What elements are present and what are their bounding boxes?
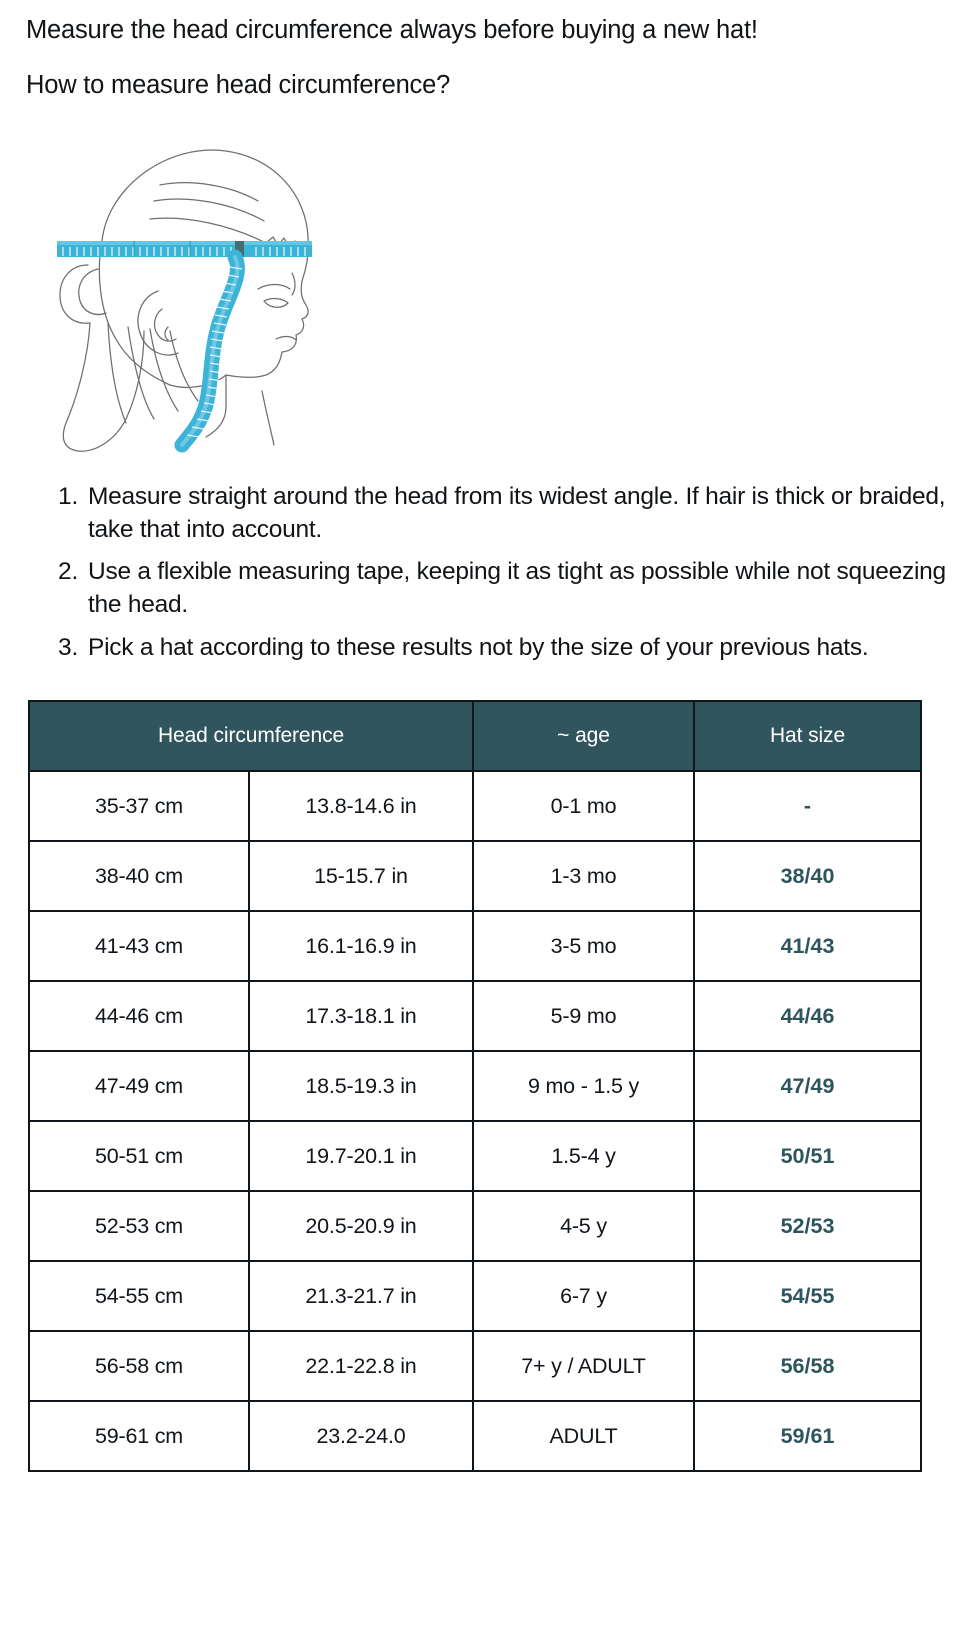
instruction-item: Use a flexible measuring tape, keeping it as tight as possible while not squeezing the head. [88, 558, 946, 618]
cell-in: 16.1-16.9 in [249, 911, 473, 981]
hat-size-table [28, 700, 922, 1472]
cell-cm: 50-51 cm [29, 1121, 249, 1191]
cell-cm: 54-55 cm [29, 1261, 249, 1331]
column-header-head-circumference: Head circumference [29, 701, 473, 771]
cell-in: 21.3-21.7 in [249, 1261, 473, 1331]
cell-in: 18.5-19.3 in [249, 1051, 473, 1121]
table-row [29, 1401, 921, 1471]
cell-age: 4-5 y [473, 1191, 694, 1261]
table-row [29, 841, 921, 911]
head-measurement-illustration [30, 123, 350, 453]
cell-cm: 59-61 cm [29, 1401, 249, 1471]
table-header-row [29, 701, 921, 771]
cell-cm: 56-58 cm [29, 1331, 249, 1401]
table-row [29, 1051, 921, 1121]
cell-age: ADULT [473, 1401, 694, 1471]
page-subtitle: How to measure head circumference? [26, 70, 451, 99]
measuring-tape-horizontal [57, 241, 312, 257]
cell-in: 17.3-18.1 in [249, 981, 473, 1051]
instruction-item: Measure straight around the head from its widest angle. If hair is thick or braided, take that into account. [88, 483, 946, 543]
cell-hat-size: 52/53 [694, 1191, 921, 1261]
cell-age: 5-9 mo [473, 981, 694, 1051]
cell-in: 23.2-24.0 [249, 1401, 473, 1471]
cell-age: 6-7 y [473, 1261, 694, 1331]
cell-hat-size: - [694, 771, 921, 841]
cell-in: 20.5-20.9 in [249, 1191, 473, 1261]
instructions-list [0, 481, 974, 664]
cell-age: 9 mo - 1.5 y [473, 1051, 694, 1121]
cell-age: 1.5-4 y [473, 1121, 694, 1191]
cell-in: 15-15.7 in [249, 841, 473, 911]
cell-cm: 47-49 cm [29, 1051, 249, 1121]
table-row [29, 1331, 921, 1401]
cell-hat-size: 38/40 [694, 841, 921, 911]
table-header [29, 701, 921, 771]
cell-cm: 35-37 cm [29, 771, 249, 841]
cell-hat-size: 59/61 [694, 1401, 921, 1471]
column-header-age: ~ age [473, 701, 694, 771]
cell-hat-size: 44/46 [694, 981, 921, 1051]
table-row [29, 981, 921, 1051]
cell-in: 19.7-20.1 in [249, 1121, 473, 1191]
cell-hat-size: 50/51 [694, 1121, 921, 1191]
table-row [29, 771, 921, 841]
instruction-item: Pick a hat according to these results not by the size of your previous hats. [88, 633, 869, 661]
table-row [29, 1191, 921, 1261]
cell-cm: 44-46 cm [29, 981, 249, 1051]
page-title: Measure the head circumference always before buying a new hat! [26, 16, 758, 44]
cell-age: 7+ y / ADULT [473, 1331, 694, 1401]
measuring-tape-vertical [182, 257, 242, 445]
table-row [29, 911, 921, 981]
table-row [29, 1121, 921, 1191]
cell-age: 3-5 mo [473, 911, 694, 981]
heading-block [0, 0, 974, 101]
cell-cm: 52-53 cm [29, 1191, 249, 1261]
cell-hat-size: 56/58 [694, 1331, 921, 1401]
cell-age: 1-3 mo [473, 841, 694, 911]
cell-cm: 41-43 cm [29, 911, 249, 981]
cell-in: 13.8-14.6 in [249, 771, 473, 841]
table-body [29, 771, 921, 1471]
cell-in: 22.1-22.8 in [249, 1331, 473, 1401]
cell-hat-size: 47/49 [694, 1051, 921, 1121]
cell-age: 0-1 mo [473, 771, 694, 841]
cell-cm: 38-40 cm [29, 841, 249, 911]
table-row [29, 1261, 921, 1331]
cell-hat-size: 41/43 [694, 911, 921, 981]
column-header-hat-size: Hat size [694, 701, 921, 771]
size-table-container [28, 700, 946, 1472]
cell-hat-size: 54/55 [694, 1261, 921, 1331]
